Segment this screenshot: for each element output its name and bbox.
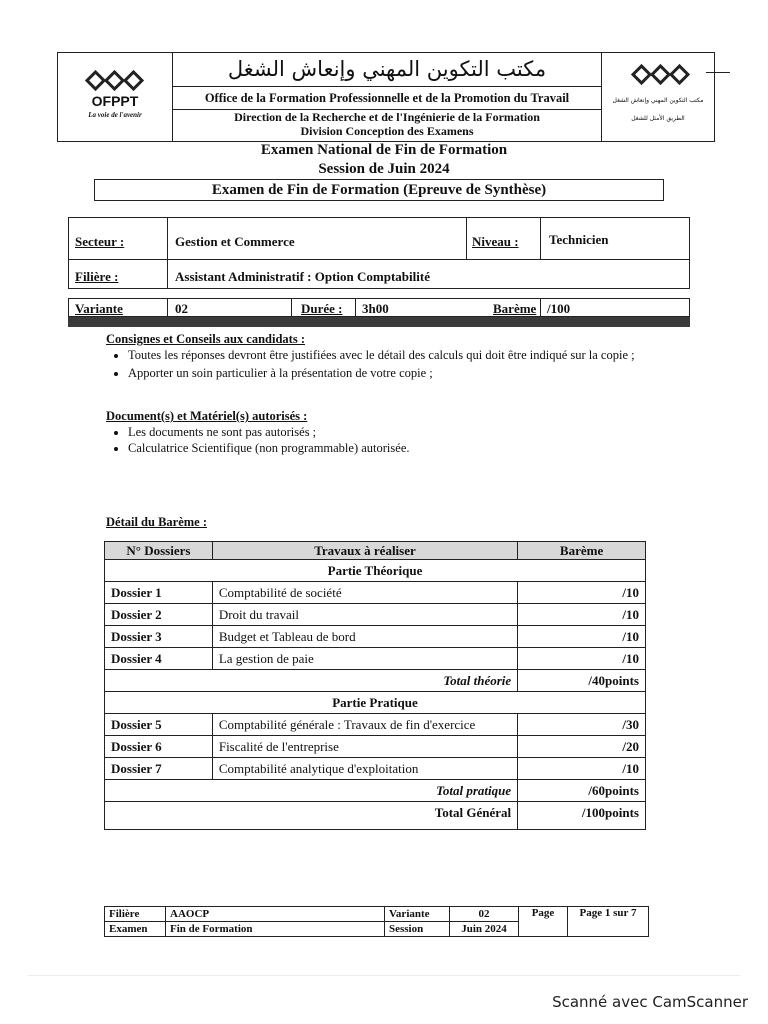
dossier-cell: Dossier 5	[105, 714, 213, 736]
document-item: • Calculatrice Scientifique (non programmable) autorisée.	[128, 440, 666, 456]
table-row	[105, 582, 646, 604]
table-row	[105, 736, 646, 758]
footer-session-value: Juin 2024	[450, 922, 519, 937]
exam-subtitle: Examen de Fin de Formation (Epreuve de Synthèse)	[94, 179, 664, 201]
variante-value: 02	[175, 301, 188, 316]
documents-title: Document(s) et Matériel(s) autorisés :	[106, 409, 308, 423]
exam-title: Examen National de Fin de Formation	[260, 142, 508, 158]
office-line: Office de la Formation Professionnelle et de la Promotion du Travail	[172, 87, 602, 110]
travail-cell: Budget et Tableau de bord	[212, 626, 517, 648]
consignes-section	[106, 331, 666, 381]
direction-line: Direction de la Recherche et de l'Ingénierie de la Formation	[234, 110, 540, 124]
right-logo	[601, 53, 714, 141]
note-cell: /30	[518, 714, 646, 736]
footer-examen-label: Examen	[105, 922, 166, 937]
page-edge-line	[28, 975, 740, 976]
travail-cell: Comptabilité générale : Travaux de fin d'exercice	[212, 714, 517, 736]
section-theorie: Partie Théorique	[105, 560, 646, 582]
filiere-value: Assistant Administratif : Option Comptabilité	[175, 269, 430, 284]
secteur-value: Gestion et Commerce	[175, 234, 295, 249]
dark-separator-bar	[68, 317, 690, 327]
left-logo-tagline: La voie de l'avenir	[88, 111, 142, 119]
travail-cell: Fiscalité de l'entreprise	[212, 736, 517, 758]
dossier-cell: Dossier 2	[105, 604, 213, 626]
right-logo-arabic: مكتب التكوين المهني وإنعاش الشغل	[612, 97, 704, 104]
info-row-filiere	[68, 259, 690, 289]
footer-examen-value: Fin de Formation	[166, 922, 385, 937]
duree-value: 3h00	[362, 301, 389, 316]
table-row	[105, 758, 646, 780]
document-item: • Les documents ne sont pas autorisés ;	[128, 424, 666, 440]
note-cell: /10	[518, 604, 646, 626]
note-cell: /10	[518, 758, 646, 780]
dossier-cell: Dossier 1	[105, 582, 213, 604]
info-row-variante	[68, 298, 690, 317]
dossier-cell: Dossier 4	[105, 648, 213, 670]
secteur-label: Secteur :	[75, 234, 125, 249]
info-row-secteur	[68, 217, 690, 260]
niveau-value: Technicien	[549, 232, 609, 247]
left-logo-text: OFPPT	[91, 93, 139, 109]
scan-mark-line	[706, 72, 730, 73]
total-pratique-label: Total pratique	[105, 780, 518, 802]
table-row	[105, 648, 646, 670]
dossier-cell: Dossier 6	[105, 736, 213, 758]
total-theorie-row	[105, 670, 646, 692]
footer-page-label: Page	[519, 907, 568, 937]
ofppt-logo-icon	[88, 73, 141, 88]
table-row	[105, 714, 646, 736]
table-row	[105, 604, 646, 626]
total-theorie-value: /40points	[518, 670, 646, 692]
table-row	[105, 626, 646, 648]
col-header-travaux: Travaux à réaliser	[212, 542, 517, 560]
travail-cell: Comptabilité analytique d'exploitation	[212, 758, 517, 780]
section-pratique: Partie Pratique	[105, 692, 646, 714]
header-block	[57, 52, 715, 142]
col-header-dossiers: N° Dossiers	[105, 542, 213, 560]
note-cell: /10	[518, 626, 646, 648]
bareme-detail-title: Détail du Barème :	[106, 515, 208, 529]
travail-cell: Droit du travail	[212, 604, 517, 626]
note-cell: /10	[518, 648, 646, 670]
total-general-row	[105, 802, 646, 830]
duree-label: Durée :	[301, 301, 343, 316]
left-logo	[58, 53, 173, 141]
total-pratique-value: /60points	[518, 780, 646, 802]
exam-session: Session de Juin 2024	[318, 161, 450, 177]
total-pratique-row	[105, 780, 646, 802]
total-general-label: Total Général	[105, 802, 518, 830]
note-cell: /20	[518, 736, 646, 758]
dossier-cell: Dossier 3	[105, 626, 213, 648]
footer-session-label: Session	[385, 922, 450, 937]
footer-variante-label: Variante	[385, 907, 450, 922]
arabic-title: مكتب التكوين المهني وإنعاش الشغل	[172, 53, 602, 87]
note-cell: /10	[518, 582, 646, 604]
travail-cell: Comptabilité de société	[212, 582, 517, 604]
footer-table	[104, 906, 649, 937]
dossier-cell: Dossier 7	[105, 758, 213, 780]
consigne-item: • Apporter un soin particulier à la présentation de votre copie ;	[128, 365, 666, 381]
filiere-label: Filière :	[75, 269, 119, 284]
bareme-table	[104, 541, 646, 830]
total-theorie-label: Total théorie	[105, 670, 518, 692]
consigne-item: • Toutes les réponses devront être justifiées avec le détail des calculs qui doit être indiqué sur la copie ;	[128, 347, 666, 363]
footer-variante-value: 02	[450, 907, 519, 922]
right-logo-arabic-tagline: الطريق الأمثل للشغل	[631, 115, 685, 122]
travail-cell: La gestion de paie	[212, 648, 517, 670]
division-line: Division Conception des Examens	[300, 124, 474, 138]
niveau-label: Niveau :	[472, 234, 519, 249]
consignes-title: Consignes et Conseils aux candidats :	[106, 332, 305, 346]
col-header-bareme: Barème	[518, 542, 646, 560]
total-general-value: /100points	[518, 802, 646, 830]
bareme-label: Barème	[493, 301, 537, 316]
camscanner-watermark: Scanné avec CamScanner	[552, 993, 748, 1011]
ofppt-logo-icon-right	[634, 67, 687, 82]
footer-filiere-label: Filière	[105, 907, 166, 922]
bareme-value: /100	[547, 301, 571, 316]
documents-section	[106, 408, 666, 456]
footer-filiere-value: AAOCP	[166, 907, 385, 922]
direction-division	[172, 110, 602, 138]
variante-label: Variante	[75, 301, 123, 316]
footer-page-value: Page 1 sur 7	[568, 907, 649, 937]
